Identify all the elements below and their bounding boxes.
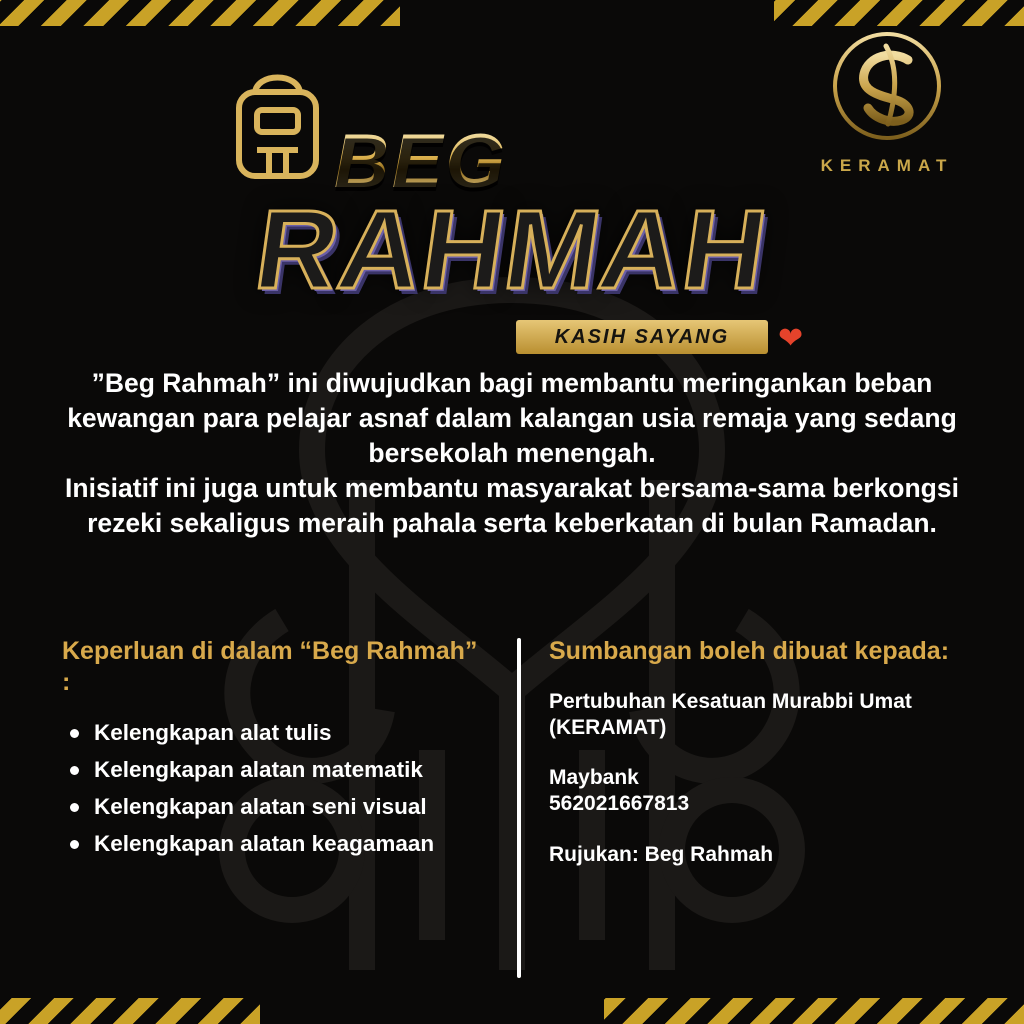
stripe-bottom-right [604, 998, 1024, 1024]
intro-text [62, 366, 962, 541]
list-item: Kelengkapan alatan seni visual [62, 793, 491, 820]
title-rahmah: RAHMAH [248, 187, 776, 312]
column-divider [517, 638, 521, 978]
stripe-bottom-left [0, 998, 260, 1024]
donation-heading: Sumbangan boleh dibuat kepada: [549, 637, 950, 665]
donation-details [549, 689, 967, 868]
list-item: Kelengkapan alatan matematik [62, 756, 491, 783]
needs-heading: Keperluan di dalam “Beg Rahmah” : [62, 637, 478, 696]
list-item: Kelengkapan alat tulis [62, 719, 491, 746]
list-item: Kelengkapan alatan keagamaan [62, 830, 491, 857]
heart-icon: ❤ [778, 322, 804, 355]
title-beg: BEG [334, 119, 508, 204]
brand-name: KERAMAT [820, 156, 954, 175]
needs-column [62, 636, 517, 978]
backpack-icon [225, 60, 330, 185]
donation-reference: Rujukan: Beg Rahmah [549, 842, 774, 866]
info-columns [62, 636, 967, 978]
donation-organisation: Pertubuhan Kesatuan Murabbi Umat (KERAMAT) [549, 689, 912, 739]
intro-paragraph-2: Inisiatif ini juga untuk membantu masyarakat bersama-sama berkongsi rezeki sekaligus meraih pahala serta keberkatan di bulan Ramadan. [65, 472, 959, 538]
stripe-top-left [0, 0, 400, 26]
needs-list [62, 719, 491, 857]
stripe-top-right [774, 0, 1024, 26]
donation-account-number: 562021667813 [549, 792, 690, 816]
donation-bank: Maybank [549, 766, 639, 789]
donation-column [549, 636, 967, 978]
title-lockup [0, 46, 1024, 355]
intro-paragraph-1: ”Beg Rahmah” ini diwujudkan bagi membantu meringankan beban kewangan para pelajar asnaf dalam kalangan usia remaja yang sedang bersekolah menengah. [67, 368, 957, 468]
title-tagline: KASIH SAYANG [516, 320, 768, 354]
